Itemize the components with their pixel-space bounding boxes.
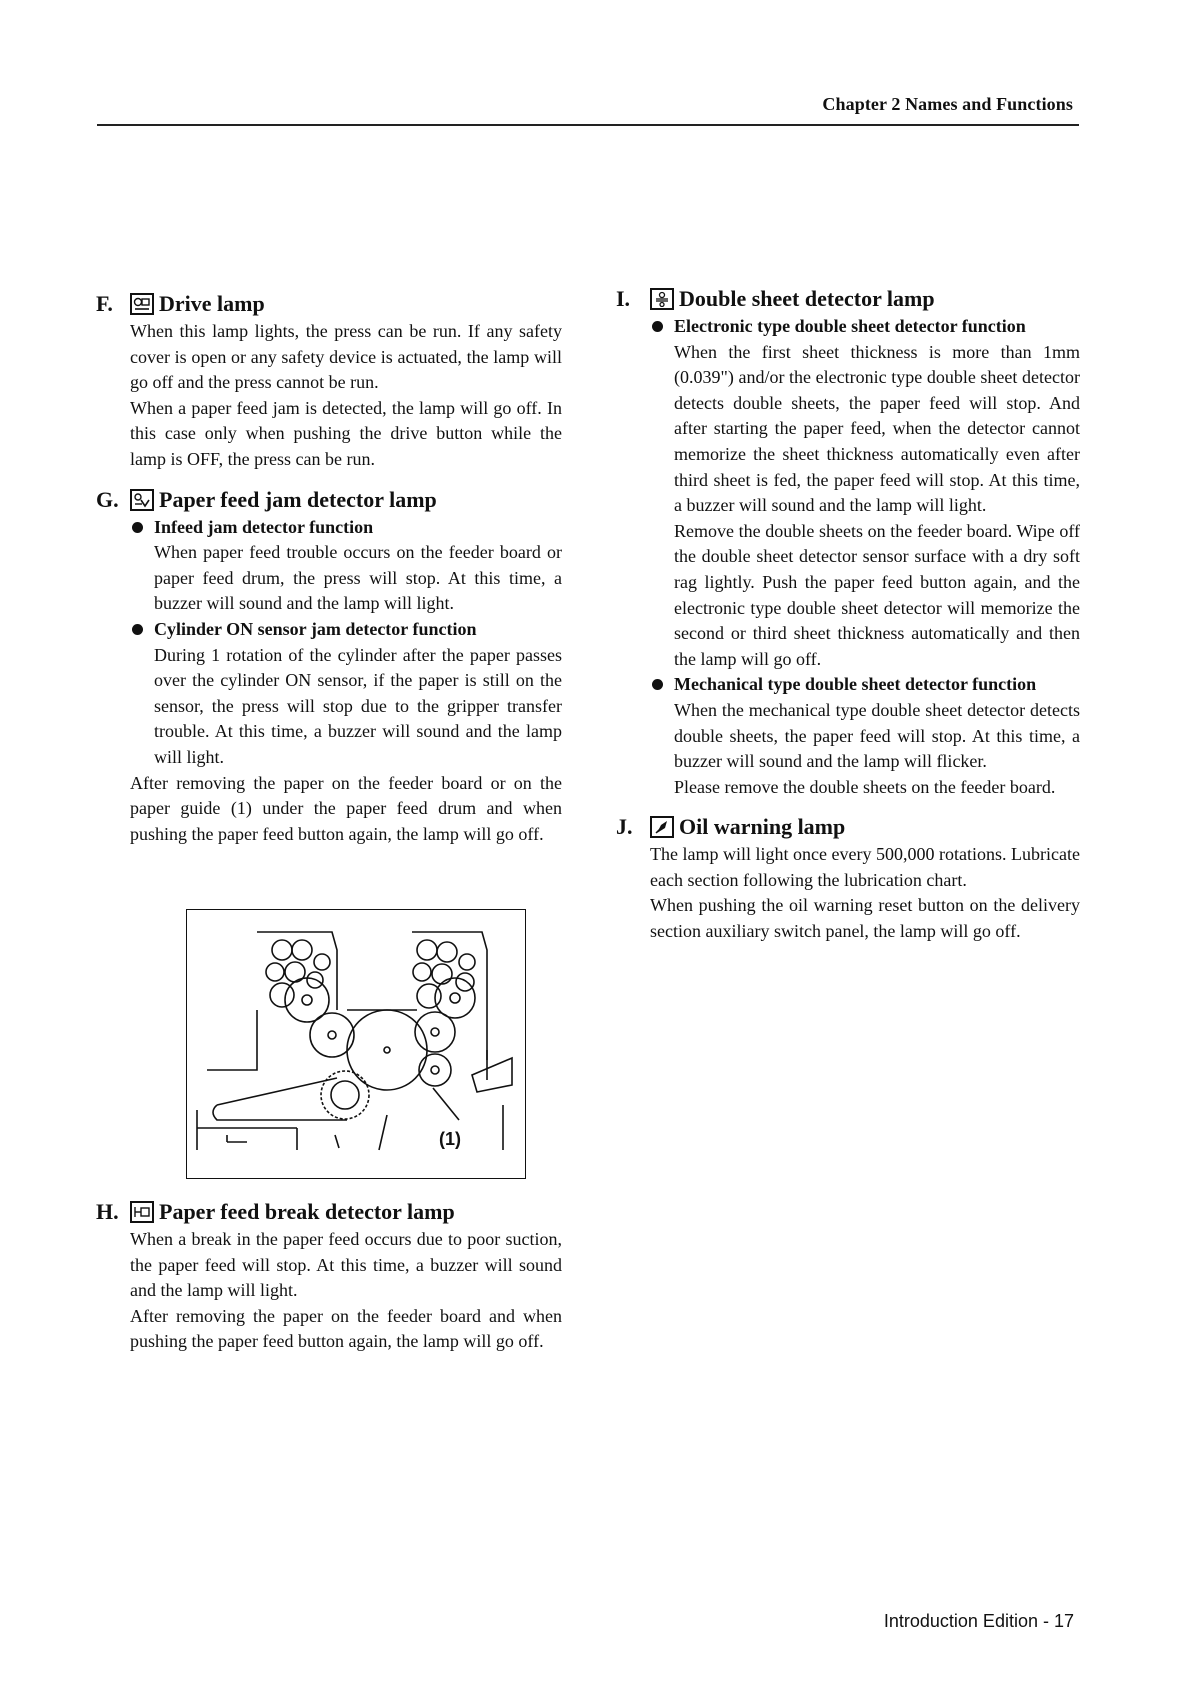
paper-feed-jam-icon — [130, 489, 154, 511]
paragraph: The lamp will light once every 500,000 rotations. Lubricate each section following the lubrication chart. — [650, 844, 1080, 890]
bullet-title: Infeed jam detector function — [154, 516, 374, 537]
press-mechanism-drawing — [187, 910, 527, 1180]
paragraph: After removing the paper on the feeder board or on the paper guide (1) under the paper feed drum and when pushing the paper feed button again, the lamp will go off. — [130, 772, 562, 844]
callout-label: (1) — [439, 1129, 461, 1149]
paragraph: When this lamp lights, the press can be run. If any safety cover is open or any safety device is actuated, the lamp will go off and the press cannot be run. — [130, 321, 562, 393]
paragraph: When a break in the paper feed occurs due to poor suction, the paper feed will stop. At this time, a buzzer will sound and the lamp will light. — [130, 1229, 562, 1301]
section-letter: J. — [616, 814, 633, 840]
header-rule — [97, 124, 1079, 126]
paper-feed-break-icon — [130, 1201, 154, 1223]
section-f-drive-lamp — [96, 289, 562, 473]
oil-warning-icon — [650, 816, 674, 838]
section-title: Oil warning lamp — [679, 814, 846, 840]
bullet-text: Please remove the double sheets on the feeder board. — [674, 776, 1056, 797]
bullet-dot — [652, 679, 663, 690]
section-g-paper-feed-jam — [96, 485, 562, 848]
section-title: Paper feed break detector lamp — [159, 1199, 455, 1224]
paper-feed-diagram — [186, 909, 526, 1179]
bullet-dot — [132, 522, 143, 533]
section-letter: F. — [96, 291, 113, 316]
bullet-title: Cylinder ON sensor jam detector function — [154, 618, 477, 639]
page-number: Introduction Edition - 17 — [883, 1611, 1074, 1631]
section-title: Paper feed jam detector lamp — [159, 486, 437, 512]
section-letter: I. — [616, 286, 631, 311]
bullet-text: When the first sheet thickness is more than 1mm (0.039") and/or the electronic type double sheet detector detects double sheets, the paper feed will stop. And after starting the paper feed, when the detector cannot memorize the sheet thickness automatically even after third sheet is fed, the paper feed will stop. At this time, a buzzer will sound and the lamp will light. — [674, 341, 1080, 516]
paragraph: When a paper feed jam is detected, the lamp will go off. In this case only when pushing the drive button while the lamp is OFF, the press can be run. — [130, 397, 562, 469]
section-letter: G. — [96, 486, 119, 512]
section-letter: H. — [96, 1199, 119, 1224]
bullet-text: During 1 rotation of the cylinder after the paper passes over the cylinder ON sensor, if the paper is still on the sensor, the press will stop due to the gripper transfer trouble. At this time, a buzzer will sound and the lamp will light. — [154, 644, 562, 767]
bullet-dot — [132, 624, 143, 635]
chapter-header: Chapter 2 Names and Functions — [822, 94, 1073, 114]
bullet-title: Mechanical type double sheet detector function — [674, 674, 1037, 695]
bullet-text: Remove the double sheets on the feeder board. Wipe off the double sheet detector sensor surface with a dry soft rag lightly. Push the paper feed button again, and the electronic type double sheet detector will memorize the second or third sheet thickness automatically and then the lamp will go off. — [674, 520, 1080, 669]
bullet-title: Electronic type double sheet detector function — [674, 316, 1026, 336]
bullet-text: When paper feed trouble occurs on the feeder board or paper feed drum, the press will stop. At this time, a buzzer will sound and the lamp will light. — [154, 542, 562, 614]
drive-lamp-icon — [130, 293, 154, 315]
bullet-text: When the mechanical type double sheet detector detects double sheets, the paper feed will stop. At this time, a buzzer will sound and the lamp will flicker. — [674, 699, 1080, 772]
section-i-double-sheet — [616, 284, 1080, 800]
double-sheet-icon — [650, 288, 674, 310]
bullet-dot — [652, 321, 663, 332]
bullet-item — [130, 617, 562, 771]
section-title: Double sheet detector lamp — [679, 286, 935, 311]
paragraph: After removing the paper on the feeder board and when pushing the paper feed button again, the lamp will go off. — [130, 1305, 562, 1352]
right-column — [616, 284, 1080, 957]
section-h-container — [96, 1197, 562, 1367]
bullet-item — [130, 515, 562, 617]
section-j-oil-warning — [616, 812, 1080, 944]
paragraph: When pushing the oil warning reset button on the delivery section auxiliary switch panel, the lamp will go off. — [650, 895, 1080, 942]
section-h-paper-feed-break — [96, 1197, 562, 1355]
section-title: Drive lamp — [159, 291, 265, 316]
left-column — [96, 289, 562, 859]
bullet-item — [650, 672, 1080, 800]
bullet-item — [650, 314, 1080, 672]
